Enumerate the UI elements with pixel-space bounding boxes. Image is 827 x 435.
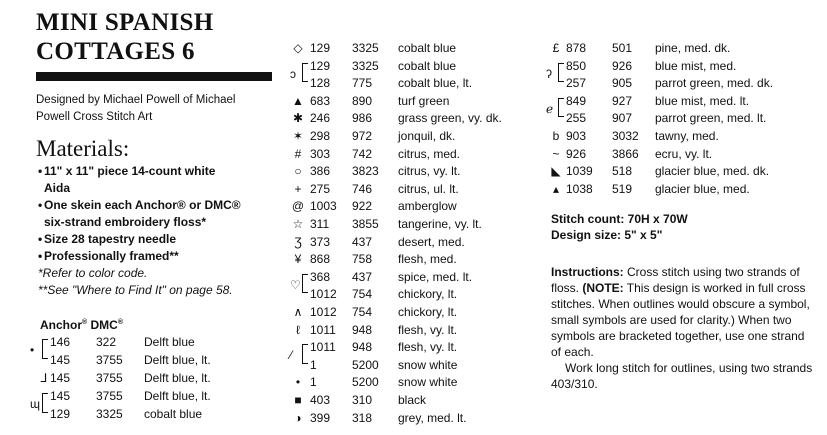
stitch-symbol-icon: ☆ (292, 217, 304, 231)
materials-item: six-strand embroidery floss* (44, 215, 207, 229)
color-key-row (290, 75, 540, 92)
dmc-number: 501 (612, 41, 633, 55)
color-name: turf green (398, 93, 450, 108)
page-title (36, 8, 213, 66)
dmc-number: 3755 (96, 371, 123, 385)
pair-bracket (558, 63, 564, 83)
color-key-row (290, 357, 540, 374)
anchor-number: 1003 (310, 199, 337, 214)
stitch-symbol-icon: ◑ (294, 410, 302, 425)
color-key-row (290, 269, 540, 286)
dmc-number: 3855 (352, 217, 379, 231)
dmc-number: 3866 (612, 146, 639, 161)
dmc-number: 758 (352, 252, 373, 267)
materials-heading: Materials: (36, 136, 130, 161)
stitch-count: Stitch count: 70H x 70W (551, 212, 688, 226)
pair-symbol-icon: • (30, 343, 35, 357)
color-name: amberglow (398, 199, 457, 214)
pair-bracket (558, 98, 564, 118)
anchor-number: 1011 (310, 322, 336, 337)
color-key-column-2 (290, 40, 540, 425)
color-key-row (290, 251, 540, 268)
color-name: citrus, vy. lt. (398, 164, 461, 179)
color-name: glacier blue, med. dk. (655, 164, 770, 179)
color-name: chickory, lt. (398, 287, 458, 302)
anchor-number: 1 (310, 375, 317, 390)
color-name: Delft blue (144, 335, 195, 349)
anchor-number: 386 (310, 164, 331, 179)
anchor-number: 1 (310, 357, 317, 372)
anchor-number: 1012 (310, 305, 337, 319)
dmc-number: 518 (612, 164, 633, 179)
color-name: jonquil, dk. (398, 129, 456, 143)
dmc-number: 3325 (96, 407, 123, 421)
color-name: cobalt blue (398, 41, 457, 55)
stitch-symbol-icon: ✶ (292, 129, 304, 143)
dmc-number: 742 (352, 146, 373, 161)
color-key-row (548, 163, 818, 180)
dmc-number: 3032 (612, 129, 639, 143)
dmc-number: 3755 (96, 353, 123, 367)
color-name: grey, med. lt. (398, 410, 467, 425)
stitch-info (551, 211, 688, 243)
pair-symbol-icon: ⁄ (290, 348, 293, 363)
stitch-symbol-icon: @ (291, 199, 305, 214)
color-key-row (290, 304, 540, 321)
anchor-number: 129 (310, 58, 331, 73)
color-name: citrus, ul. lt. (398, 181, 459, 196)
color-key-row (290, 392, 540, 409)
pair-bracket (302, 274, 308, 294)
anchor-number: 128 (310, 76, 331, 91)
color-key-row (36, 406, 276, 423)
anchor-number: 849 (566, 93, 587, 108)
color-key-row (290, 234, 540, 251)
materials-note: **See "Where to Find It" on page 58. (38, 283, 233, 297)
color-key-row (36, 334, 276, 351)
color-name: flesh, vy. lt. (398, 322, 458, 337)
stitch-symbol-icon: ∧ (293, 305, 303, 319)
color-key-row (548, 181, 818, 198)
color-name: parrot green, med. lt. (655, 111, 767, 126)
color-key-row (290, 146, 540, 163)
anchor-number: 129 (310, 41, 331, 55)
stitch-symbol-icon: ○ (294, 164, 302, 179)
instructions-paragraph: Work long stitch for outlines, using two strands 403/310. (551, 361, 813, 391)
stitch-symbol-icon: ◇ (293, 41, 303, 55)
dmc-number: 5200 (352, 375, 379, 390)
color-name: parrot green, med. dk. (655, 76, 774, 91)
dmc-number: 890 (352, 93, 373, 108)
anchor-number: 275 (310, 181, 331, 196)
anchor-number: 403 (310, 393, 331, 407)
anchor-number: 246 (310, 111, 331, 126)
color-name: ecru, vy. lt. (655, 146, 713, 161)
dmc-number: 754 (352, 287, 373, 302)
stitch-symbol-icon: ⅃ (40, 371, 48, 385)
pair-bracket (302, 344, 308, 364)
anchor-number: 145 (50, 353, 71, 367)
color-key-row (290, 40, 540, 57)
anchor-number: 255 (566, 111, 587, 126)
color-name: grass green, vy. dk. (398, 111, 502, 126)
stitch-symbol-icon: ~ (552, 146, 560, 161)
color-key-row (290, 322, 540, 339)
color-name: cobalt blue, lt. (398, 76, 473, 91)
color-name: cobalt blue (398, 58, 457, 73)
dmc-number: 926 (612, 58, 633, 73)
color-key-row (548, 128, 818, 145)
dmc-number: 5200 (352, 357, 379, 372)
color-key-row (548, 146, 818, 163)
materials-item: • One skein each Anchor® or DMC® (38, 198, 241, 212)
dmc-number: 754 (352, 305, 373, 319)
anchor-number: 257 (566, 76, 587, 91)
color-name: citrus, med. (398, 146, 461, 161)
materials-item: • Size 28 tapestry needle (38, 232, 177, 246)
anchor-number: 683 (310, 93, 331, 108)
color-key-row (290, 374, 540, 391)
stitch-symbol-icon: ℓ (296, 322, 300, 337)
stitch-symbol-icon: ¥ (294, 252, 302, 267)
color-name: blue mist, med. lt. (655, 93, 750, 108)
anchor-number: 303 (310, 146, 331, 161)
color-name: snow white (398, 375, 458, 390)
anchor-number: 146 (50, 335, 71, 349)
dmc-number: 907 (612, 111, 633, 126)
color-name: flesh, vy. lt. (398, 340, 458, 355)
stitch-symbol-icon: £ (552, 41, 560, 55)
dmc-number: 972 (352, 129, 373, 143)
designer-credit: Designed by Michael Powell of Michael Powell Cross Stitch Art (36, 94, 236, 123)
color-key-row (290, 110, 540, 127)
color-key-row (290, 93, 540, 110)
color-name: tawny, med. (655, 129, 719, 143)
color-key-row (36, 352, 276, 369)
color-key-row (290, 58, 540, 75)
dmc-number: 3325 (352, 58, 379, 73)
pair-bracket (42, 393, 48, 413)
materials-note: *Refer to color code. (38, 266, 148, 280)
dmc-number: 3755 (96, 389, 123, 403)
anchor-number: 298 (310, 129, 331, 143)
title-line-2: COTTAGES 6 (36, 38, 195, 65)
color-key-row (290, 339, 540, 356)
pair-symbol-icon: ɔ (290, 66, 296, 81)
color-key-row (290, 198, 540, 215)
color-key-row (36, 370, 276, 387)
anchor-number: 373 (310, 234, 331, 249)
color-key-row (290, 163, 540, 180)
color-key-row (548, 110, 818, 127)
title-rule (36, 72, 272, 81)
dmc-number: 519 (612, 181, 633, 196)
instructions-paragraph: Instructions: Cross stitch using two strands of floss. (NOTE: This design is worked in full cross stitches. When outlines would obscure a symbol, small symbols are used for clarity.) When two symbols are bracketed together, use one strand of each. (551, 265, 810, 359)
dmc-number: 986 (352, 111, 373, 126)
dmc-number: 3823 (352, 164, 379, 179)
key-header: Anchor® DMC® (40, 318, 124, 332)
anchor-number: 399 (310, 410, 331, 425)
color-name: pine, med. dk. (655, 41, 731, 55)
materials-item: Aida (44, 181, 71, 195)
anchor-number: 129 (50, 407, 71, 421)
dmc-number: 318 (352, 410, 373, 425)
color-name: snow white (398, 357, 458, 372)
stitch-symbol-icon: ▴ (552, 181, 560, 196)
color-name: black (398, 393, 427, 407)
dmc-number: 927 (612, 93, 633, 108)
stitch-symbol-icon: ◣ (551, 164, 561, 179)
dmc-number: 746 (352, 181, 373, 196)
stitch-symbol-icon: • (295, 375, 301, 390)
anchor-number: 1012 (310, 287, 337, 302)
anchor-number: 1038 (566, 181, 593, 196)
anchor-number: 926 (566, 146, 587, 161)
color-name: blue mist, med. (655, 58, 737, 73)
anchor-number: 311 (310, 217, 330, 231)
stitch-symbol-icon: Ʒ (294, 234, 302, 249)
color-name: Delft blue, lt. (144, 353, 211, 367)
materials-item: • Professionally framed** (38, 249, 179, 263)
color-key-row (290, 128, 540, 145)
anchor-number: 368 (310, 269, 331, 284)
stitch-symbol-icon: b (552, 129, 560, 143)
anchor-number: 868 (310, 252, 331, 267)
color-name: spice, med. lt. (398, 269, 473, 284)
materials-list (38, 163, 278, 299)
stitch-symbol-icon: # (294, 146, 302, 161)
color-name: glacier blue, med. (655, 181, 750, 196)
color-name: cobalt blue (144, 407, 203, 421)
pair-bracket (42, 339, 48, 359)
dmc-number: 322 (96, 335, 117, 349)
anchor-number: 1011 (310, 340, 336, 355)
color-key-row (290, 216, 540, 233)
dmc-number: 775 (352, 76, 373, 91)
color-name: flesh, med. (398, 252, 457, 267)
color-name: desert, med. (398, 234, 465, 249)
color-key-row (548, 40, 818, 57)
dmc-number: 948 (352, 340, 373, 355)
color-key-row (36, 388, 276, 405)
stitch-symbol-icon: ▲ (292, 93, 304, 108)
anchor-number: 1039 (566, 164, 593, 179)
pair-symbol-icon: ℯ (546, 101, 554, 116)
dmc-number: 922 (352, 199, 373, 214)
title-line-1: MINI SPANISH (36, 9, 214, 36)
anchor-number: 878 (566, 41, 587, 55)
color-key-row (548, 93, 818, 110)
dmc-number: 310 (352, 393, 373, 407)
color-key-column-3 (548, 40, 818, 200)
anchor-number: 850 (566, 58, 587, 73)
pair-bracket (302, 63, 308, 83)
color-name: Delft blue, lt. (144, 389, 211, 403)
color-key-row (290, 286, 540, 303)
instructions (551, 264, 816, 392)
color-key-row (290, 410, 540, 427)
dmc-number: 948 (352, 322, 373, 337)
anchor-number: 903 (566, 129, 587, 143)
stitch-symbol-icon: ■ (294, 393, 302, 407)
materials-item: • 11" x 11" piece 14-count white (38, 164, 216, 178)
dmc-number: 437 (352, 269, 373, 284)
anchor-number: 145 (50, 389, 71, 403)
stitch-symbol-icon: + (294, 181, 302, 196)
color-name: tangerine, vy. lt. (398, 217, 482, 231)
color-name: Delft blue, lt. (144, 371, 211, 385)
dmc-number: 905 (612, 76, 633, 91)
dmc-number: 3325 (352, 41, 379, 55)
pair-symbol-icon: ʔ (546, 66, 552, 81)
color-name: chickory, lt. (398, 305, 458, 319)
design-size: Design size: 5" x 5" (551, 228, 663, 242)
color-key-column-1 (30, 318, 276, 430)
pair-symbol-icon: ɰ (30, 397, 40, 411)
pair-symbol-icon: ♡ (290, 277, 301, 292)
stitch-symbol-icon: ✱ (292, 111, 304, 126)
anchor-number: 145 (50, 371, 71, 385)
color-key-row (548, 75, 818, 92)
color-key-row (290, 181, 540, 198)
dmc-number: 437 (352, 234, 373, 249)
color-key-row (548, 58, 818, 75)
